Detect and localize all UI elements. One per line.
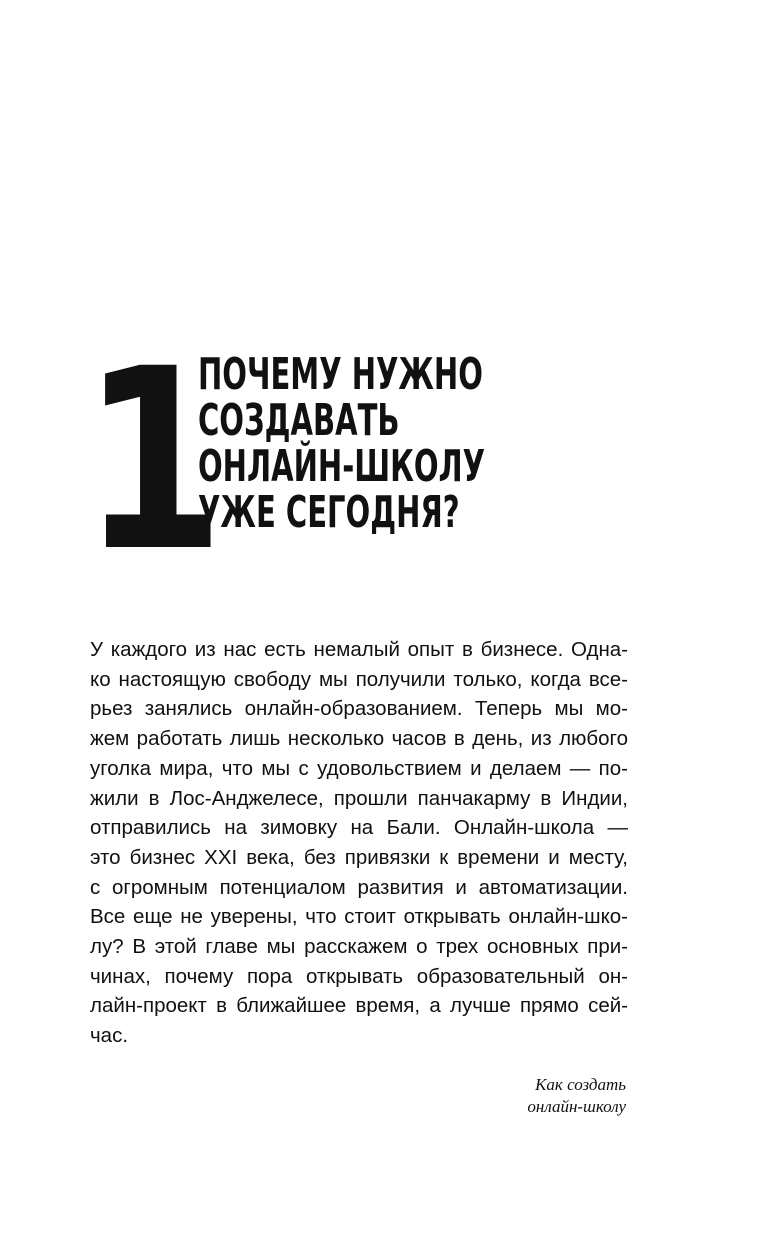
running-footer-line: Как создать (535, 1075, 626, 1094)
body-line: лайн-проект в ближайшее время, а лучше прямо сей- (90, 994, 628, 1018)
body-line: ко настоящую свободу мы получили только, когда все- (90, 667, 628, 691)
body-line: час. (90, 1024, 129, 1048)
chapter-title-line: СОЗДАВАТЬ (198, 395, 400, 446)
chapter-title-line: ПОЧЕМУ НУЖНО (198, 349, 483, 400)
body-line: жили в Лос-Анджелесе, прошли панчакарму в Индии, (90, 786, 628, 810)
body-line: лу? В этой главе мы расскажем о трех основных при- (90, 935, 628, 959)
running-footer (527, 1074, 626, 1118)
body-paragraph (90, 635, 628, 1051)
chapter-number: 1 (82, 315, 220, 606)
chapter-title (198, 349, 541, 538)
body-line: отправились на зимовку на Бали. Онлайн-школа — (90, 816, 628, 840)
body-line: чинах, почему пора открывать образовательный он- (90, 964, 628, 988)
body-line: Все еще не уверены, что стоит открывать онлайн-шко- (90, 905, 628, 929)
body-line: с огромным потенциалом развития и автоматизации. (90, 875, 628, 899)
chapter-title-line: ОНЛАЙН-ШКОЛУ (198, 441, 486, 492)
body-line: рьез занялись онлайн-образованием. Теперь мы мо- (90, 697, 628, 721)
body-line: жем работать лишь несколько часов в день, из любого (90, 727, 628, 751)
body-line: это бизнес XXI века, без привязки к времени и месту, (90, 845, 628, 869)
body-line: У каждого из нас есть немалый опыт в бизнесе. Одна- (90, 638, 628, 661)
chapter-title-line: УЖЕ СЕГОДНЯ? (198, 487, 460, 538)
body-line: уголка мира, что мы с удовольствием и делаем — по- (90, 756, 628, 780)
running-footer-line: онлайн-школу (527, 1097, 626, 1116)
